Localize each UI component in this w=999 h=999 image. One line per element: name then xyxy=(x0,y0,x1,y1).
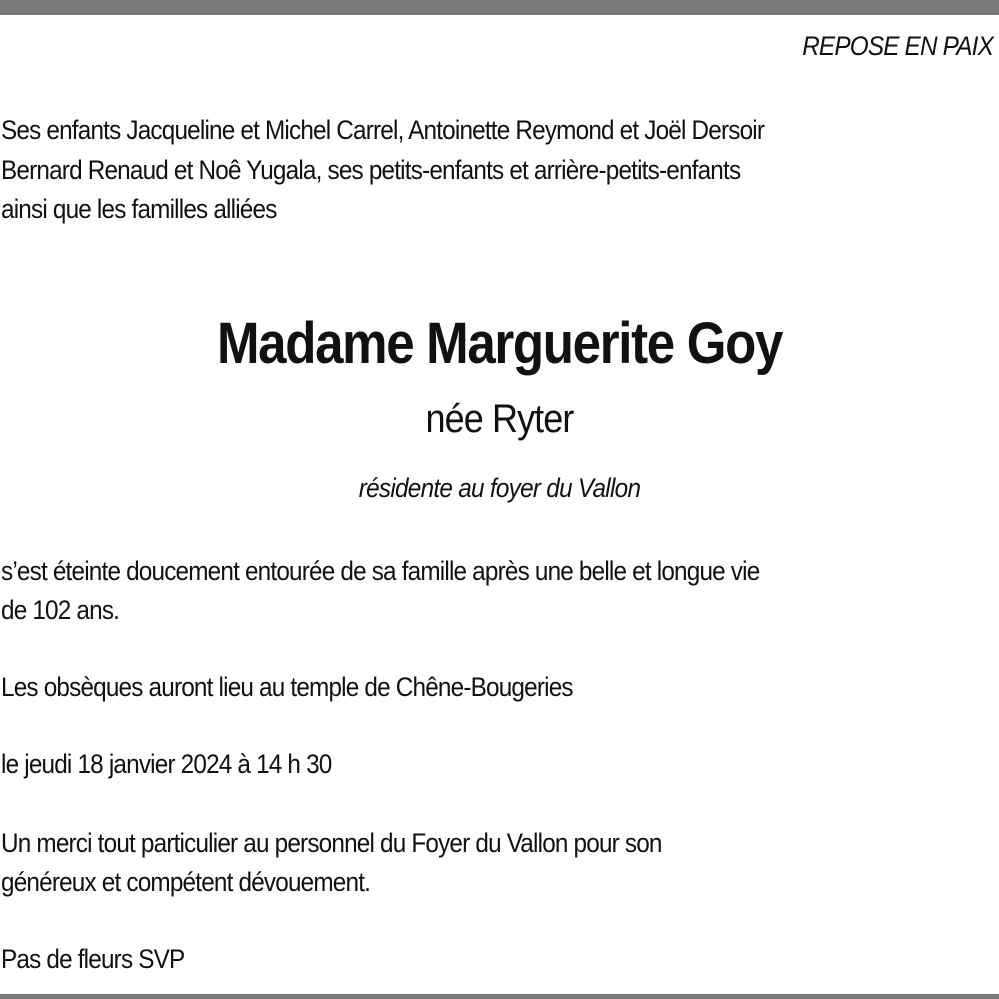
deceased-name: Madame Marguerite Goy xyxy=(216,311,783,376)
top-border-rule xyxy=(0,0,999,15)
maiden-name: née Ryter xyxy=(425,397,574,441)
motto-repose-en-paix: REPOSE EN PAIX xyxy=(802,31,993,61)
flowers-note: Pas de fleurs SVP xyxy=(1,944,185,974)
bottom-border-rule xyxy=(0,994,999,999)
family-line-1: Ses enfants Jacqueline et Michel Carrel, Antoinette Reymond et Joël Dersoir xyxy=(1,115,765,145)
thanks-line-1: Un merci tout particulier au personnel du Foyer du Vallon pour son xyxy=(1,828,662,858)
residence-note: résidente au foyer du Vallon xyxy=(358,473,641,503)
family-line-3: ainsi que les familles alliées xyxy=(1,194,277,224)
funeral-place: Les obsèques auront lieu au temple de Chêne-Bougeries xyxy=(1,672,573,702)
announcement-line-2: de 102 ans. xyxy=(1,595,120,625)
funeral-date: le jeudi 18 janvier 2024 à 14 h 30 xyxy=(1,749,332,779)
announcement-line-1: s’est éteinte doucement entourée de sa famille après une belle et longue vie xyxy=(1,556,760,586)
thanks-line-2: généreux et compétent dévouement. xyxy=(1,867,371,897)
family-line-2: Bernard Renaud et Noê Yugala, ses petits-enfants et arrière-petits-enfants xyxy=(1,155,741,185)
